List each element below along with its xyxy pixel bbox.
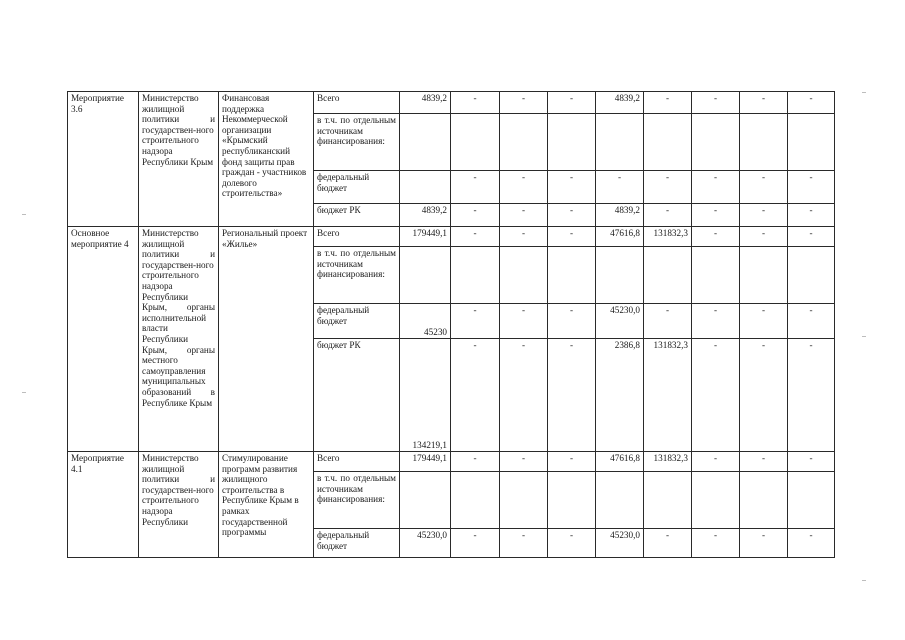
activity-name: Стимулирование программ развития жилищного строительства в Республике Крым в рамках государственной программы <box>219 452 314 558</box>
year-value: - <box>692 227 740 247</box>
year-value <box>596 472 644 529</box>
executor-cell: Министерство жилищной политики и государствен-ного строительного надзора Республики Крым <box>139 92 219 227</box>
total-value: 45230 <box>400 304 451 339</box>
year-value: - <box>692 171 740 204</box>
year-value: 4839,2 <box>596 204 644 227</box>
year-value <box>788 114 835 171</box>
year-value: - <box>692 339 740 452</box>
year-value: - <box>548 204 596 227</box>
year-value: - <box>500 227 548 247</box>
year-value: 131832,3 <box>644 227 692 247</box>
year-value: - <box>500 304 548 339</box>
year-value <box>500 472 548 529</box>
year-value <box>548 472 596 529</box>
year-value: 47616,8 <box>596 452 644 472</box>
activity-name: Финансовая поддержка Некоммерческой организации «Крымский республиканский фонд защиты прав граждан - участников долевого строительства» <box>219 92 314 227</box>
funding-source: Всего <box>314 452 400 472</box>
funding-source: Всего <box>314 227 400 247</box>
year-value: - <box>548 227 596 247</box>
year-value <box>740 114 788 171</box>
year-value: - <box>644 529 692 558</box>
year-value <box>548 114 596 171</box>
year-value: - <box>740 339 788 452</box>
year-value: - <box>451 227 500 247</box>
year-value <box>644 114 692 171</box>
year-value: - <box>548 339 596 452</box>
funding-source: федеральный бюджет <box>314 171 400 204</box>
year-value: - <box>788 529 835 558</box>
year-value: - <box>596 171 644 204</box>
funding-source: бюджет РК <box>314 339 400 452</box>
funding-source: федеральный бюджет <box>314 304 400 339</box>
executor-cell: Министерство жилищной политики и государствен-ного строительного надзора Республики <box>139 452 219 558</box>
year-value: - <box>740 92 788 114</box>
activity-name: Региональный проект «Жилье» <box>219 227 314 452</box>
year-value: - <box>548 92 596 114</box>
year-value <box>788 247 835 304</box>
funding-source: в т.ч. по отдельным источникам финансирования: <box>314 114 400 171</box>
year-value: 47616,8 <box>596 227 644 247</box>
funding-source: федеральный бюджет <box>314 529 400 558</box>
funding-source: бюджет РК <box>314 204 400 227</box>
year-value: - <box>500 339 548 452</box>
year-value: - <box>692 452 740 472</box>
year-value <box>500 247 548 304</box>
year-value <box>451 472 500 529</box>
year-value <box>788 472 835 529</box>
total-value <box>400 247 451 304</box>
year-value: - <box>740 171 788 204</box>
year-value: - <box>692 92 740 114</box>
year-value <box>740 472 788 529</box>
total-value: 4839,2 <box>400 204 451 227</box>
total-value <box>400 114 451 171</box>
year-value: - <box>451 204 500 227</box>
year-value: - <box>644 171 692 204</box>
year-value: - <box>740 227 788 247</box>
activity-code: Основное мероприятие 4 <box>68 227 139 452</box>
funding-table <box>67 91 835 558</box>
year-value <box>644 247 692 304</box>
year-value: - <box>788 304 835 339</box>
year-value: - <box>500 171 548 204</box>
year-value: - <box>788 339 835 452</box>
scan-speck <box>22 392 26 393</box>
year-value: - <box>548 452 596 472</box>
year-value <box>692 114 740 171</box>
year-value: - <box>451 339 500 452</box>
total-value <box>400 472 451 529</box>
year-value: - <box>788 171 835 204</box>
year-value: - <box>788 204 835 227</box>
year-value <box>451 247 500 304</box>
total-value: 4839,2 <box>400 92 451 114</box>
year-value: - <box>451 92 500 114</box>
year-value: - <box>451 452 500 472</box>
year-value: - <box>548 171 596 204</box>
year-value: - <box>644 204 692 227</box>
executor-cell: Министерство жилищной политики и государствен-ного строительного надзора Республики Крым, органы исполнительной власти Республики Крым, органы местного самоуправления муниципальных образований в Республике Крым <box>139 227 219 452</box>
year-value: 131832,3 <box>644 339 692 452</box>
year-value: - <box>788 452 835 472</box>
year-value: - <box>692 304 740 339</box>
scan-speck <box>862 336 866 337</box>
year-value: - <box>500 204 548 227</box>
year-value: 45230,0 <box>596 529 644 558</box>
year-value: - <box>788 227 835 247</box>
year-value: - <box>548 529 596 558</box>
year-value: - <box>644 304 692 339</box>
total-value: 179449,1 <box>400 452 451 472</box>
year-value: 2386,8 <box>596 339 644 452</box>
year-value: 4839,2 <box>596 92 644 114</box>
activity-code: Мероприятие 3.6 <box>68 92 139 227</box>
year-value: - <box>548 304 596 339</box>
total-value: 179449,1 <box>400 227 451 247</box>
scan-speck <box>22 214 26 215</box>
year-value: - <box>451 529 500 558</box>
year-value <box>596 114 644 171</box>
funding-source: в т.ч. по отдельным источникам финансирования: <box>314 472 400 529</box>
year-value: - <box>692 529 740 558</box>
table-row <box>68 452 835 472</box>
year-value <box>500 114 548 171</box>
scan-speck <box>862 580 866 581</box>
scan-speck <box>862 92 866 93</box>
total-value: 134219,1 <box>400 339 451 452</box>
year-value <box>548 247 596 304</box>
year-value: - <box>500 529 548 558</box>
year-value <box>692 472 740 529</box>
year-value: - <box>788 92 835 114</box>
year-value: - <box>451 171 500 204</box>
year-value <box>596 247 644 304</box>
year-value <box>451 114 500 171</box>
year-value: - <box>644 92 692 114</box>
funding-source: в т.ч. по отдельным источникам финансирования: <box>314 247 400 304</box>
year-value: - <box>740 529 788 558</box>
year-value <box>692 247 740 304</box>
year-value: - <box>740 304 788 339</box>
total-value <box>400 171 451 204</box>
table-row <box>68 227 835 247</box>
year-value: 131832,3 <box>644 452 692 472</box>
total-value: 45230,0 <box>400 529 451 558</box>
year-value: - <box>500 452 548 472</box>
table-row <box>68 92 835 114</box>
year-value: - <box>500 92 548 114</box>
year-value: - <box>740 204 788 227</box>
year-value: - <box>451 304 500 339</box>
year-value: 45230,0 <box>596 304 644 339</box>
activity-code: Мероприятие 4.1 <box>68 452 139 558</box>
year-value <box>644 472 692 529</box>
year-value <box>740 247 788 304</box>
year-value: - <box>740 452 788 472</box>
year-value: - <box>692 204 740 227</box>
funding-source: Всего <box>314 92 400 114</box>
